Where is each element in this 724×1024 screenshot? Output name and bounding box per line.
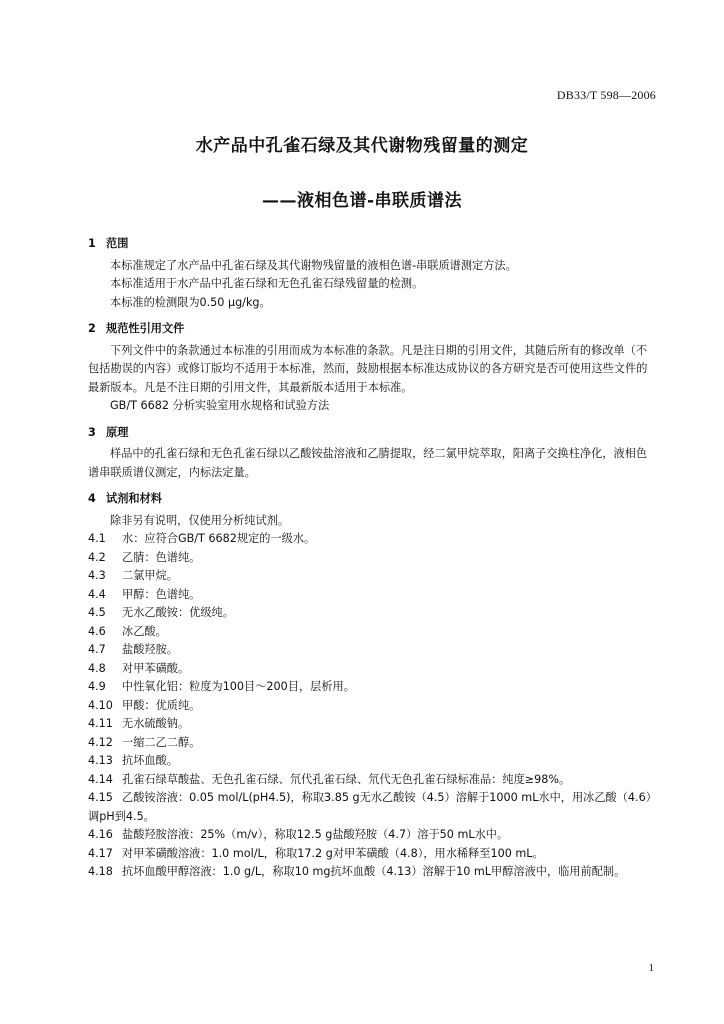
section-1-heading: 1 范围 [88,237,129,250]
paragraph: 下列文件中的条款通过本标准的引用而成为本标准的条款。凡是注日期的引用文件，其随后所有的修改单（不包括勘误的内容）或修订版均不适用于本标准，然而，鼓励根据本标准达成协议的各方研究是否可使用这些文件的最新版本。凡是不注日期的引用文件，其最新版本适用于本标准。 [88,343,648,394]
list-item: 4.5 无水乙酸铵：优级纯。 [88,606,234,619]
list-item: 4.15 乙酸铵溶液：0.05 mol/L(pH4.5)，称取3.85 g无水乙酸铵（4.5）溶解于1000 mL水中，用冰乙酸（4.6）调pH到4.5。 [88,791,657,823]
list-item: 4.9 中性氧化铝：粒度为100目～200目，层析用。 [88,680,355,693]
paragraph: 样品中的孔雀石绿和无色孔雀石绿以乙酸铵盐溶液和乙腈提取，经二氯甲烷萃取，阳离子交换柱净化，液相色谱串联质谱仪测定，内标法定量。 [88,447,648,479]
list-item: 4.3 二氯甲烷。 [88,569,178,582]
reference-item: GB/T 6682 分析实验室用水规格和试验方法 [110,399,330,412]
page-number: 1 [648,962,654,974]
section-4-heading: 4 试剂和材料 [88,492,162,505]
list-item: 4.8 对甲苯磺酸。 [88,661,190,675]
list-item: 4.11 无水硫酸钠。 [88,717,190,730]
list-item: 4.12 一缩二乙二醇。 [88,735,201,749]
list-item: 4.7 盐酸羟胺。 [88,643,178,656]
section-3-heading: 3 原理 [88,425,129,439]
paragraph: 本标准规定了水产品中孔雀石绿及其代谢物残留量的液相色谱-串联质谱测定方法。 [110,258,517,272]
paragraph: 本标准的检测限为0.50 μg/kg。 [110,295,271,309]
section-2-heading: 2 规范性引用文件 [88,322,185,335]
paragraph: 本标准适用于水产品中孔雀石绿和无色孔雀石绿残留量的检测。 [110,277,424,290]
list-item: 4.13 抗坏血酸。 [88,754,178,767]
list-item: 4.2 乙腈：色谱纯。 [88,550,201,564]
list-item: 4.16 盐酸羟胺溶液：25%（m/v），称取12.5 g盐酸羟胺（4.7）溶于50 mL水中。 [88,828,509,841]
list-item: 4.18 抗坏血酸甲醇溶液：1.0 g/L，称取10 mg抗坏血酸（4.13）溶解于10 mL甲醇溶液中，临用前配制。 [88,865,626,878]
paragraph: 除非另有说明，仅使用分析纯试剂。 [110,513,290,527]
reagent-list [88,530,658,882]
list-item: 4.14 孔雀石绿草酸盐、无色孔雀石绿、氘代孔雀石绿、氘代无色孔雀石绿标准品：纯度≥98%。 [88,772,571,786]
section-1-body [88,257,658,313]
page-subtitle: ——液相色谱-串联质谱法 [261,191,463,211]
list-item: 4.1 水：应符合GB/T 6682规定的一级水。 [88,532,316,545]
list-item: 4.17 对甲苯磺酸溶液：1.0 mol/L，称取17.2 g对甲苯磺酸（4.8），用水稀释至100 mL。 [88,846,544,860]
document-body [88,227,658,882]
list-item: 4.4 甲醇：色谱纯。 [88,587,201,601]
list-item: 4.6 冰乙酸。 [88,624,167,638]
list-item: 4.10 甲酸：优质纯。 [88,698,201,712]
page-title: 水产品中孔雀石绿及其代谢物残留量的测定 [195,136,529,156]
document-code: DB33/T 598—2006 [556,88,656,102]
